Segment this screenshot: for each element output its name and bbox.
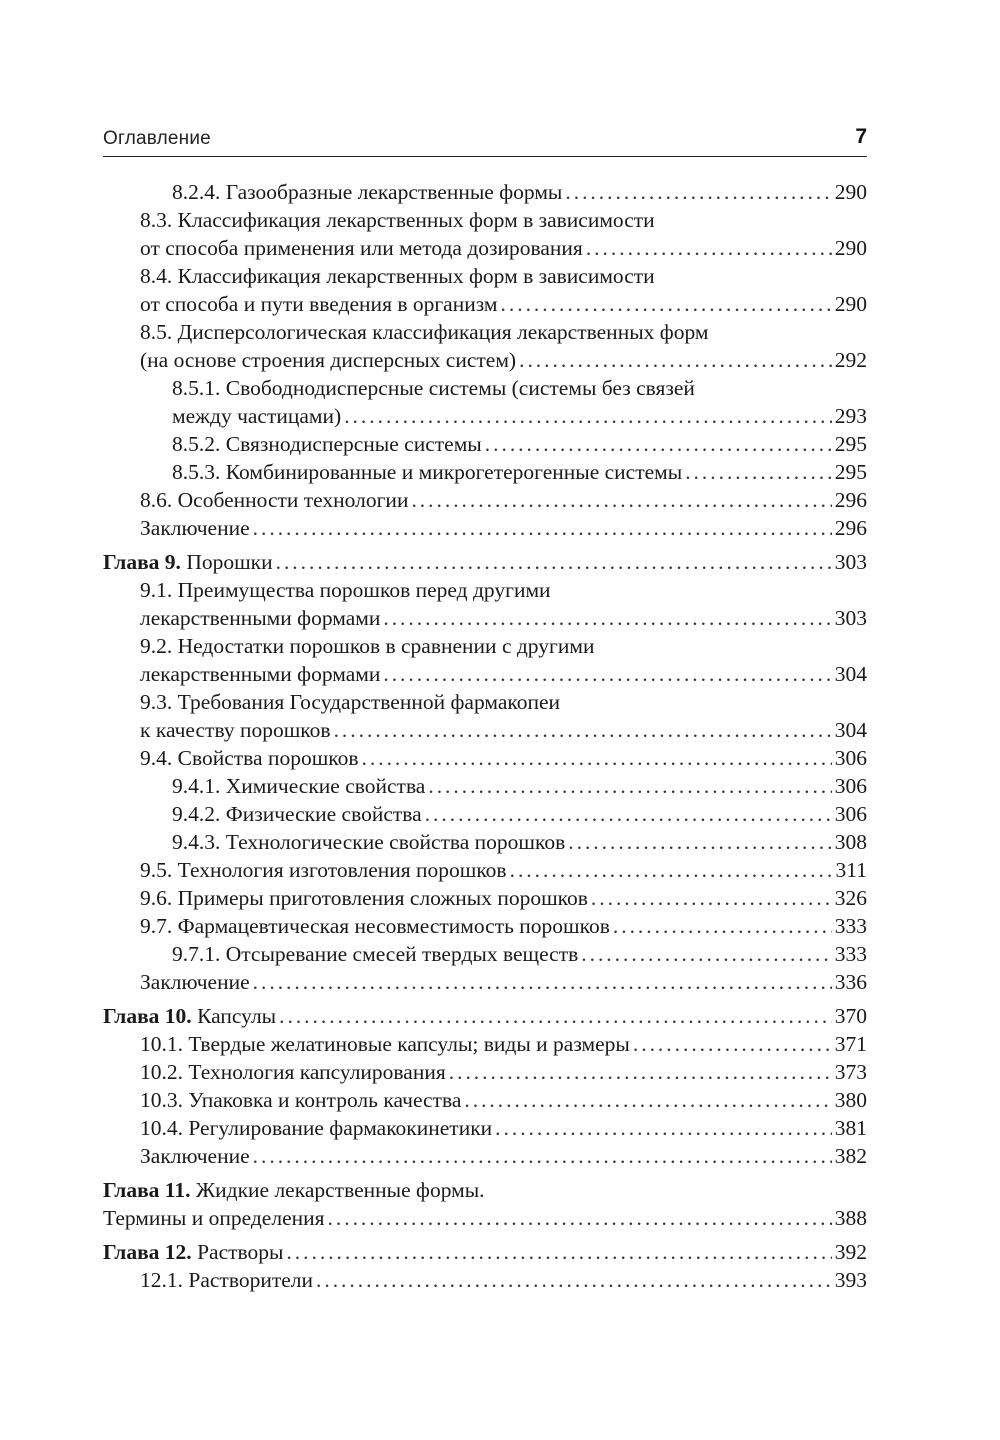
leader-dots: [591, 884, 832, 912]
toc-entry-text: 9.5. Технология изготовления порошков: [140, 858, 507, 882]
toc-entry[interactable]: [103, 1058, 867, 1086]
leader-dots: [586, 234, 832, 262]
toc-entry[interactable]: [103, 1086, 867, 1114]
toc-entry-text: Заключение: [140, 1144, 250, 1168]
toc-entry-page: 311: [835, 858, 867, 882]
toc-entry-first-line: 8.3. Классификация лекарственных форм в зависимости: [140, 208, 655, 232]
toc-entry-first-line: 8.5. Дисперсологическая классификация лекарственных форм: [140, 320, 709, 344]
leader-dots: [685, 458, 832, 486]
toc-entry-page: 303: [834, 606, 867, 630]
leader-dots: [286, 1238, 831, 1266]
leader-dots: [613, 912, 832, 940]
toc-entry[interactable]: [103, 856, 867, 884]
leader-dots: [449, 1058, 832, 1086]
toc-entry-text: 12.1. Растворители: [140, 1268, 313, 1292]
table-of-contents: [103, 178, 867, 1294]
toc-entry-page: 382: [834, 1144, 867, 1168]
toc-chapter-11[interactable]: [103, 1176, 867, 1232]
toc-entry[interactable]: [103, 688, 867, 744]
toc-entry-text: 9.4.1. Химические свойства: [172, 774, 426, 798]
toc-entry-page: 292: [834, 348, 867, 372]
leader-dots: [253, 1142, 832, 1170]
toc-entry[interactable]: [103, 968, 867, 996]
leader-dots: [344, 402, 832, 430]
toc-entry-page: 392: [834, 1240, 867, 1264]
toc-entry-page: 370: [834, 1004, 867, 1028]
toc-entry-text: 10.1. Твердые желатиновые капсулы; виды и размеры: [140, 1032, 630, 1056]
toc-entry-page: 308: [834, 830, 867, 854]
toc-entry[interactable]: [103, 1030, 867, 1058]
chapter-title-first-line: Жидкие лекарственные формы.: [195, 1178, 485, 1202]
leader-dots: [316, 1266, 832, 1294]
toc-entry-text: 9.7. Фармацевтическая несовместимость порошков: [140, 914, 610, 938]
leader-dots: [428, 772, 831, 800]
toc-entry-page: 380: [834, 1088, 867, 1112]
toc-entry-text: от способа применения или метода дозирования: [140, 236, 583, 260]
toc-entry-text: 9.4. Свойства порошков: [140, 746, 359, 770]
toc-entry-text: к качеству порошков: [140, 718, 331, 742]
toc-entry[interactable]: [103, 486, 867, 514]
toc-entry-page: 295: [834, 432, 867, 456]
toc-chapter-12[interactable]: [103, 1238, 867, 1266]
toc-entry-page: 371: [834, 1032, 867, 1056]
toc-entry-page: 296: [834, 488, 867, 512]
toc-entry[interactable]: [103, 828, 867, 856]
page-number: 7: [855, 125, 867, 148]
leader-dots: [334, 716, 832, 744]
toc-entry-page: 290: [834, 292, 867, 316]
header-title: Оглавление: [103, 128, 211, 149]
toc-entry-page: 336: [834, 970, 867, 994]
toc-entry[interactable]: [103, 318, 867, 374]
toc-entry[interactable]: [103, 800, 867, 828]
toc-entry-text: (на основе строения дисперсных систем): [140, 348, 517, 372]
toc-entry-first-line: 8.4. Классификация лекарственных форм в зависимости: [140, 264, 655, 288]
leader-dots: [565, 178, 831, 206]
toc-entry[interactable]: [103, 1142, 867, 1170]
leader-dots: [510, 856, 833, 884]
chapter-label: Глава 10.: [103, 1004, 192, 1028]
toc-entry[interactable]: [103, 772, 867, 800]
toc-entry[interactable]: [103, 1266, 867, 1294]
toc-entry-page: 303: [834, 550, 867, 574]
leader-dots: [276, 548, 832, 576]
toc-chapter-10[interactable]: [103, 1002, 867, 1030]
toc-entry-first-line: 8.5.1. Свободнодисперсные системы (системы без связей: [172, 376, 695, 400]
toc-entry[interactable]: [103, 514, 867, 542]
toc-entry-text: от способа и пути введения в организм: [140, 292, 498, 316]
running-header: [103, 124, 867, 157]
toc-entry-first-line: 9.2. Недостатки порошков в сравнении с другими: [140, 634, 595, 658]
leader-dots: [425, 800, 832, 828]
toc-entry-text: 10.4. Регулирование фармакокинетики: [140, 1116, 493, 1140]
toc-entry[interactable]: [103, 262, 867, 318]
toc-chapter-9[interactable]: [103, 548, 867, 576]
leader-dots: [568, 828, 832, 856]
toc-entry[interactable]: [103, 458, 867, 486]
leader-dots: [253, 968, 832, 996]
toc-entry-page: 326: [834, 886, 867, 910]
toc-entry-text: 9.4.3. Технологические свойства порошков: [172, 830, 566, 854]
leader-dots: [253, 514, 832, 542]
toc-entry-text: между частицами): [172, 404, 342, 428]
toc-entry[interactable]: [103, 206, 867, 262]
toc-entry-page: 304: [834, 662, 867, 686]
leader-dots: [495, 1114, 832, 1142]
toc-entry-page: 293: [834, 404, 867, 428]
chapter-title: Порошки: [186, 550, 273, 574]
toc-entry-page: 295: [834, 460, 867, 484]
toc-entry-page: 306: [834, 774, 867, 798]
toc-entry-page: 296: [834, 516, 867, 540]
leader-dots: [279, 1002, 832, 1030]
chapter-label: Глава 11.: [103, 1178, 191, 1202]
chapter-title: Растворы: [197, 1240, 284, 1264]
toc-entry-page: 304: [834, 718, 867, 742]
toc-entry-text: 8.6. Особенности технологии: [140, 488, 409, 512]
toc-entry-page: 306: [834, 802, 867, 826]
toc-entry-text: лекарственными формами: [140, 662, 381, 686]
toc-entry-text: 10.3. Упаковка и контроль качества: [140, 1088, 462, 1112]
chapter-title: Капсулы: [197, 1004, 277, 1028]
leader-dots: [501, 290, 832, 318]
leader-dots: [633, 1030, 832, 1058]
toc-entry-text: 9.4.2. Физические свойства: [172, 802, 422, 826]
toc-entry-text: 8.2.4. Газообразные лекарственные формы: [172, 180, 563, 204]
toc-entry-page: 333: [834, 914, 867, 938]
leader-dots: [383, 604, 831, 632]
toc-entry-first-line: 9.3. Требования Государственной фармакопеи: [140, 690, 561, 714]
toc-entry-page: 393: [834, 1268, 867, 1292]
leader-dots: [581, 940, 832, 968]
toc-entry-text: Заключение: [140, 970, 250, 994]
toc-entry-text: 8.5.3. Комбинированные и микрогетерогенные системы: [172, 460, 683, 484]
toc-entry-text: 8.5.2. Связнодисперсные системы: [172, 432, 482, 456]
toc-entry[interactable]: [103, 912, 867, 940]
toc-entry-text: Заключение: [140, 516, 250, 540]
toc-entry-page: 333: [834, 942, 867, 966]
toc-entry-page: 388: [834, 1206, 867, 1230]
chapter-label: Глава 9.: [103, 550, 181, 574]
leader-dots: [464, 1086, 831, 1114]
leader-dots: [411, 486, 831, 514]
chapter-label: Глава 12.: [103, 1240, 192, 1264]
toc-entry-text: 10.2. Технология капсулирования: [140, 1060, 446, 1084]
toc-entry[interactable]: [103, 178, 867, 206]
leader-dots: [383, 660, 831, 688]
toc-entry[interactable]: [103, 632, 867, 688]
toc-entry[interactable]: [103, 940, 867, 968]
toc-entry[interactable]: [103, 1114, 867, 1142]
toc-entry-page: 290: [834, 236, 867, 260]
leader-dots: [485, 430, 832, 458]
toc-entry-text: 9.7.1. Отсыревание смесей твердых веществ: [172, 942, 579, 966]
toc-entry-text: лекарственными формами: [140, 606, 381, 630]
toc-entry[interactable]: [103, 576, 867, 632]
leader-dots: [519, 346, 832, 374]
toc-entry-page: 306: [834, 746, 867, 770]
toc-entry-page: 381: [834, 1116, 867, 1140]
leader-dots: [328, 1204, 832, 1232]
toc-entry-first-line: 9.1. Преимущества порошков перед другими: [140, 578, 551, 602]
leader-dots: [362, 744, 832, 772]
toc-entry-page: 290: [834, 180, 867, 204]
toc-entry-text: Термины и определения: [103, 1206, 325, 1230]
toc-entry[interactable]: [103, 744, 867, 772]
toc-entry-page: 373: [834, 1060, 867, 1084]
toc-entry-text: 9.6. Примеры приготовления сложных порошков: [140, 886, 588, 910]
toc-entry[interactable]: [103, 374, 867, 430]
toc-entry[interactable]: [103, 884, 867, 912]
toc-entry[interactable]: [103, 430, 867, 458]
